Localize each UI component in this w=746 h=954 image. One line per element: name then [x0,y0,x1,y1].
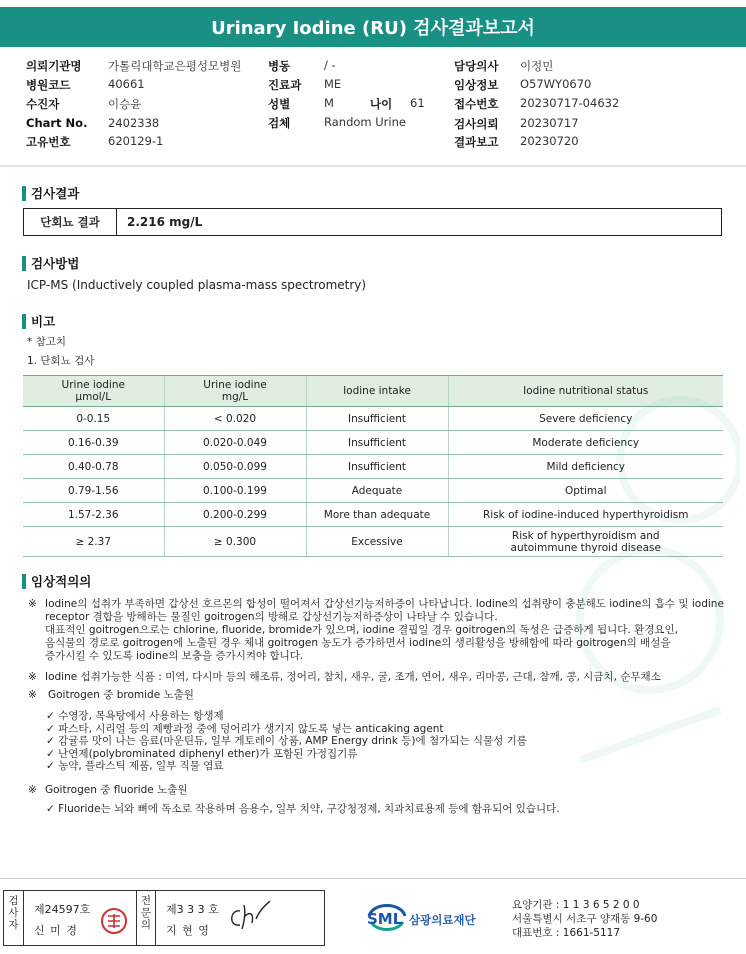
text-line: Iodine의 섭취가 부족하면 갑상선 호르몬의 합성이 떨어져서 갑상선기능저하증이 나타납니다. Iodine의 섭취량이 충분해도 iodine의 흡수 및 iodine [45,598,724,610]
table-cell: Optimal [448,479,723,503]
table-cell: Risk of hyperthyroidism and autoimmune thyroid disease [448,527,723,557]
info-value: 2402338 [108,116,160,130]
section-heading-method [22,254,79,272]
text-line: 대표적인 goitrogen으로는 chlorine, fluoride, bromide가 있으며, iodine 결핍일 경우 goitrogen의 독성은 급증하게 됩니다. 환경요인, [45,624,678,636]
list-item: ✓ 감귤류 맛이 나는 음료(마운틴듀, 일부 게토레이 상품, AMP Energy drink 등)에 첨가되는 식물성 기름 [46,735,527,748]
note-line: 1. 단회뇨 검사 [27,355,95,367]
handwritten-signature-icon [226,899,274,933]
fluoride-heading: Goitrogen 중 fluoride 노출원 [45,784,188,796]
section-heading-clinical [22,572,91,590]
list-item: ✓ 난연제(polybrominated diphenyl ether)가 포함된 가정집기류 [46,747,358,760]
info-value: 20230717 [520,116,579,130]
report-title: Urinary Iodine (RU) 검사결과보고서 [0,7,746,47]
section-title: 비고 [31,314,56,329]
info-label: 접수번호 [454,97,499,111]
background-watermark [560,380,740,800]
info-value: Random Urine [324,115,406,129]
header-unit: μmol/L [75,391,112,403]
text-line: receptor 결합을 방해하는 물질인 goitrogen의 방해로 갑상선기능저하증상이 나타날 수 있습니다. [45,611,498,623]
info-value: 20230717-04632 [520,96,620,110]
signer-name: 신 미 경 [34,924,78,937]
table-cell: 0.100-0.199 [164,479,306,503]
table-cell: < 0.020 [164,407,306,431]
info-label: 담당의사 [454,59,499,73]
note-mark: ※ [28,598,37,610]
column-header [164,376,306,407]
note-mark: ※ [28,689,37,701]
info-label: Chart No. [26,116,88,130]
organization-logo [365,898,485,938]
role-char: 의 [140,919,152,931]
info-value: 이정민 [520,59,554,73]
info-value: O57WY0670 [520,77,592,91]
info-value: 20230720 [520,134,579,148]
result-box [23,208,722,236]
info-label: 결과보고 [454,135,499,149]
seal-stamp-icon [99,906,129,936]
table-cell: 0.020-0.049 [164,431,306,455]
info-label: 검체 [268,116,291,130]
note-mark: ※ [28,671,37,683]
section-divider [0,165,746,167]
org-line: 서울특별시 서초구 양재동 9-60 [512,913,658,925]
specialist-license: 제3 3 3 호 [166,903,219,916]
table-cell: Moderate deficiency [448,431,723,455]
table-cell: More than adequate [306,503,448,527]
table-cell: 1.57-2.36 [23,503,164,527]
specialist-name: 지 현 영 [166,924,210,937]
info-label: 고유번호 [26,135,71,149]
role-char: 문 [140,907,152,919]
role-char: 전 [140,895,152,907]
list-item: ✓ Fluoride는 뇌와 뼈에 독소로 작용하며 음용수, 일부 치약, 구강청정제, 치과치료용제 등에 함유되어 있습니다. [46,803,560,815]
table-cell: ≥ 2.37 [23,527,164,557]
section-marker [22,574,26,589]
info-label: 의뢰기관명 [26,59,82,73]
section-marker [22,256,26,271]
table-cell: Adequate [306,479,448,503]
table-cell: Severe deficiency [448,407,723,431]
specialist-role [136,891,156,945]
logo-text: SML [367,910,403,928]
info-label: 수진자 [26,97,60,111]
header-unit: mg/L [221,391,249,403]
table-cell: ≥ 0.300 [164,527,306,557]
food-sources: Iodine 섭취가능한 식품 : 미역, 다시마 등의 해조류, 정어리, 참치, 새우, 굴, 조개, 연어, 새우, 리마콩, 근대, 참깨, 콩, 시금치, 순무채소 [45,671,661,683]
organization-name: 삼광의료재단 [409,913,476,927]
note-mark: ※ [28,784,37,796]
info-value: 가톨릭대학교은평성모병원 [108,59,242,73]
info-value: / - [324,58,336,72]
org-line: 요양기관 : 1 1 3 6 5 2 0 0 [512,899,640,911]
column-header: Iodine intake [306,376,448,407]
note-line: * 참고치 [27,336,67,348]
table-cell: 0.40-0.78 [23,455,164,479]
info-value: 이승윤 [108,97,142,111]
section-heading-note [22,312,55,330]
info-label: 병동 [268,59,291,73]
column-header [23,376,164,407]
list-item: ✓ 수영장, 목욕탕에서 사용하는 항생제 [46,710,224,722]
table-cell: 0.16-0.39 [23,431,164,455]
info-label: 병원코드 [26,78,71,92]
bromide-list [46,710,527,773]
text-line: 음식물의 경로로 goitrogen에 노출된 경우 체내 goitrogen 농도가 증가하면서 iodine의 생리활성을 방해함에 따라 goitrogen의 배설을 [45,637,671,649]
result-label: 단회뇨 결과 [24,209,117,235]
role-char: 사 [8,907,19,919]
method-text: ICP-MS (Inductively coupled plasma-mass spectrometry) [27,278,367,292]
table-cell: 0.200-0.299 [164,503,306,527]
header-line: Urine iodine [61,379,125,391]
table-cell: 0-0.15 [23,407,164,431]
age-label: 나이 [370,97,393,111]
text-line: 증가시킬 수 있도록 iodine의 보충을 증가시켜야 합니다. [45,650,304,662]
info-value: ME [324,77,342,91]
table-cell: 0.79-1.56 [23,479,164,503]
signer-role [4,891,24,945]
column-header: Iodine nutritional status [448,376,723,407]
table-cell: Excessive [306,527,448,557]
section-title: 검사결과 [31,186,80,201]
organization-info [512,898,657,940]
role-char: 자 [8,919,19,931]
list-item: ✓ 파스타, 시리얼 등의 제빵과정 중에 덩어리가 생기지 않도록 넣는 anticaking agent [46,722,444,735]
info-label: 검사의뢰 [454,117,499,131]
role-char: 검 [8,895,19,907]
section-marker [22,186,26,201]
section-title: 검사방법 [31,256,80,271]
org-line: 대표번호 : 1661-5117 [512,927,621,939]
info-value: 620129-1 [108,134,164,148]
signature-box [3,890,325,946]
list-item: ✓ 농약, 플라스틱 제품, 일부 직물 염료 [46,760,224,773]
table-cell: Insufficient [306,455,448,479]
footer-divider [0,878,746,879]
bromide-heading: Goitrogen 중 bromide 노출원 [48,689,194,701]
table-cell: 0.050-0.099 [164,455,306,479]
table-cell: Risk of iodine-induced hyperthyroidism [448,503,723,527]
info-value: M [324,96,334,110]
table-cell: Mild deficiency [448,455,723,479]
info-label: 성별 [268,97,291,111]
age-value: 61 [410,96,425,110]
info-label: 임상정보 [454,78,499,92]
section-heading-result [22,184,79,202]
fluoride-list [46,803,560,816]
header-line: Urine iodine [203,379,267,391]
info-value: 40661 [108,77,145,91]
table-cell: Insufficient [306,407,448,431]
signer-license: 제24597호 [34,903,91,916]
section-title: 임상적의의 [31,574,92,589]
result-value: 2.216 mg/L [127,215,203,229]
table-cell: Insufficient [306,431,448,455]
info-label: 진료과 [268,78,302,92]
section-marker [22,314,26,329]
